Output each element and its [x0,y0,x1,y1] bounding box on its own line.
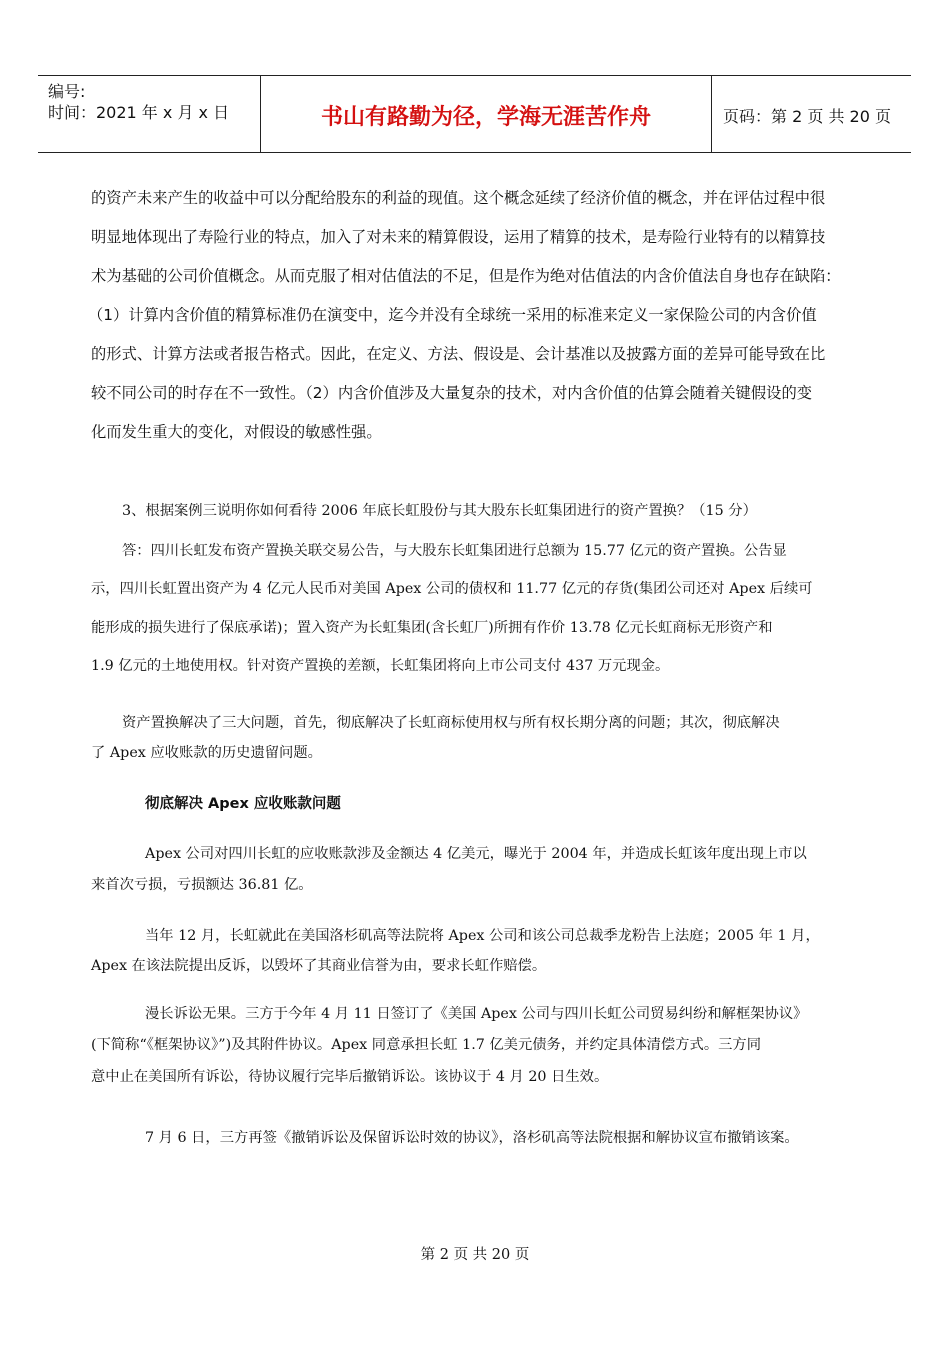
text-line: 来首次亏损，亏损额达 36.81 亿。 [91,877,313,893]
text-line: Apex 在该法院提出反诉，以毁坏了其商业信誉为由，要求长虹作赔偿。 [91,958,547,974]
text-line: Apex 公司对四川长虹的应收账款涉及金额达 4 亿美元，曝光于 2004 年，并造成长虹该年度出现上市以 [145,846,807,862]
text-line: 的资产未来产生的收益中可以分配给股东的利益的现值。这个概念延续了经济价值的概念，并在评估过程中很 [91,189,826,207]
text-line: 化而发生重大的变化，对假设的敏感性强。 [91,423,382,441]
text-line: 意中止在美国所有诉讼，待协议履行完毕后撤销诉讼。该协议于 4 月 20 日生效。 [91,1069,609,1085]
text-line: 当年 12 月，长虹就此在美国洛杉矶高等法院将 Apex 公司和该公司总裁季龙粉告上法庭；2005 年 1 月， [145,928,820,944]
question-3: 3、根据案例三说明你如何看待 2006 年底长虹股份与其大股东长虹集团进行的资产置换？（15 分） [122,503,757,519]
final-paragraph: 7 月 6 日，三方再签《撤销诉讼及保留诉讼时效的协议》，洛杉矶高等法院根据和解协议宣布撤销该案。 [145,1130,799,1146]
text-line: 了 Apex 应收账款的历史遗留问题。 [91,745,322,761]
text-line: (下简称“《框架协议》”)及其附件协议。Apex 同意承担长虹 1.7 亿美元债务，并约定具体清偿方式。三方同 [91,1037,762,1053]
header-page-cell [711,76,911,152]
text-line: 的形式、计算方法或者报告格式。因此，在定义、方法、假设是、会计基准以及披露方面的差异可能导致在比 [91,345,826,363]
text-line: 较不同公司的时存在不一致性。（2）内含价值涉及大量复杂的技术，对内含价值的估算会随着关键假设的变 [91,384,813,402]
text-line: 术为基础的公司价值概念。从而克服了相对估值法的不足，但是作为绝对估值法的内含价值法自身也存在缺陷： [91,267,841,285]
text-line: 资产置换解决了三大问题，首先，彻底解决了长虹商标使用权与所有权长期分离的问题；其次，彻底解决 [122,715,780,731]
header-page-info: 页码：第 2 页 共 20 页 [723,107,891,126]
text-line: 答：四川长虹发布资产置换关联交易公告，与大股东长虹集团进行总额为 15.77 亿元的资产置换。公告显 [122,543,787,559]
header-motto: 书山有路勤为径，学海无涯苦作舟 [320,105,651,130]
page-header [38,75,911,153]
doc-number-label: 编号: [48,82,86,101]
header-motto-cell [260,76,712,152]
text-line: 漫长诉讼无果。三方于今年 4 月 11 日签订了《美国 Apex 公司与四川长虹公司贸易纠纷和解框架协议》 [145,1006,808,1022]
text-line: （1）计算内含价值的精算标准仍在演变中，迄今并没有全球统一采用的标准来定义一家保险公司的内含价值 [88,306,817,324]
doc-time-label: 时间：2021 年 x 月 x 日 [48,103,230,122]
text-line: 能形成的损失进行了保底承诺)；置入资产为长虹集团(含长虹厂)所拥有作价 13.78 亿元长虹商标无形资产和 [91,620,773,636]
section-heading: 彻底解决 Apex 应收账款问题 [145,796,341,812]
text-line: 示，四川长虹置出资产为 4 亿元人民币对美国 Apex 公司的债权和 11.77 亿元的存货(集团公司还对 Apex 后续可 [91,581,813,597]
page-footer: 第 2 页 共 20 页 [420,1247,530,1263]
text-line: 明显地体现出了寿险行业的特点，加入了对未来的精算假设，运用了精算的技术，是寿险行业特有的以精算技 [91,228,826,246]
text-line: 1.9 亿元的土地使用权。针对资产置换的差额，长虹集团将向上市公司支付 437 万元现金。 [91,658,670,674]
header-meta-cell [38,76,260,152]
